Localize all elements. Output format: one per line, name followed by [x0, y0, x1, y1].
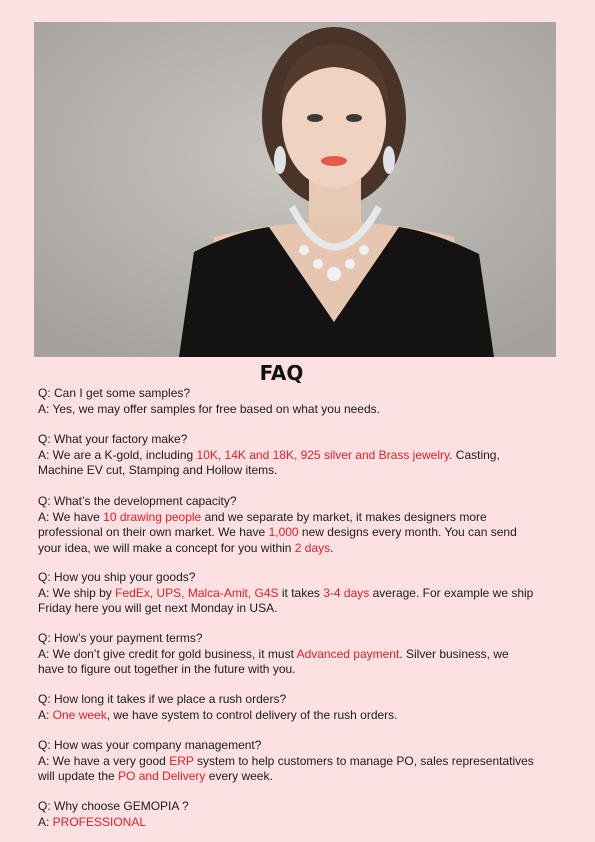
faq-question: Q: What’s the development capacity?: [38, 494, 237, 508]
faq-answer: [38, 448, 538, 479]
faq-item: [38, 799, 538, 830]
faq-title: FAQ: [259, 361, 304, 385]
model-photo-illustration: [34, 22, 556, 357]
faq-answer: [38, 708, 538, 724]
faq-item: [38, 386, 538, 417]
faq-answer: [38, 815, 538, 831]
faq-answer-text: A: We don’t give credit for gold business, it must: [38, 646, 297, 661]
faq-answer-text: A: We have: [38, 509, 104, 524]
faq-answer-highlight: 1,000: [268, 525, 299, 539]
faq-answer-text: A:: [38, 814, 53, 829]
faq-answer-text: , we have system to control delivery of the rush orders.: [106, 707, 398, 722]
faq-item: [38, 631, 538, 678]
model-photo: [34, 22, 556, 357]
faq-question: Q: How was your company management?: [38, 738, 262, 752]
faq-answer: [38, 754, 538, 785]
faq-answer-highlight: 10K, 14K and 18K, 925 silver and Brass jewelry: [196, 447, 450, 462]
faq-answer-highlight: 3-4 days: [323, 585, 370, 600]
faq-question: Q: How long it takes if we place a rush orders?: [38, 692, 287, 706]
faq-answer-highlight: Advanced payment: [296, 646, 400, 661]
faq-question: Q: What your factory make?: [38, 432, 188, 446]
faq-answer-highlight: 10 drawing people: [103, 509, 202, 524]
faq-item: [38, 432, 538, 479]
faq-answer-text: A:: [38, 707, 53, 722]
faq-answer-highlight: FedEx, UPS, Malca-Amit, G4S: [115, 585, 279, 600]
faq-item: [38, 692, 538, 723]
faq-answer-text: A: We have a very good: [38, 753, 170, 768]
faq-answer-text: . Casting, Machine EV cut, Stamping and Hollow items.: [38, 447, 500, 477]
faq-item: [38, 494, 538, 556]
faq-answer-text: A: We ship by: [38, 585, 116, 600]
faq-question: Q: Why choose GEMOPIA ?: [38, 799, 189, 813]
faq-answer-text: .: [330, 540, 334, 555]
faq-answer-text: A: We are a K-gold, including: [38, 447, 197, 462]
faq-question: Q: How’s your payment terms?: [38, 631, 203, 645]
faq-answer: [38, 510, 538, 557]
faq-answer: A: Yes, we may offer samples for free based on what you needs.: [38, 401, 380, 416]
faq-answer-highlight: 2 days: [294, 540, 331, 555]
faq-answer-highlight: PROFESSIONAL: [52, 814, 147, 829]
faq-answer-highlight: PO and Delivery: [118, 769, 206, 783]
faq-answer: [38, 647, 538, 678]
faq-question: Q: How you ship your goods?: [38, 570, 196, 584]
faq-answer-text: system to help customers to manage PO, sales representatives will update the: [38, 753, 534, 783]
faq-answer: [38, 586, 538, 617]
faq-answer-text: . Silver business, we have to figure out together in the future with you.: [38, 646, 509, 676]
faq-answer-highlight: One week: [52, 707, 107, 722]
faq-answer-text: average. For example we ship Friday here you will get next Monday in USA.: [38, 585, 534, 615]
faq-item: [38, 738, 538, 785]
faq-answer-highlight: ERP: [169, 753, 194, 768]
faq-question: Q: Can I get some samples?: [38, 386, 191, 400]
faq-answer-text: and we separate by market, it makes designers more professional on their own market. We have: [38, 509, 487, 539]
faq-item: [38, 570, 538, 617]
faq-answer-text: new designs every month. You can send your idea, we will make a concept for you within: [38, 525, 517, 555]
faq-answer-text: it takes: [278, 585, 324, 600]
faq-answer-text: every week.: [205, 769, 273, 783]
